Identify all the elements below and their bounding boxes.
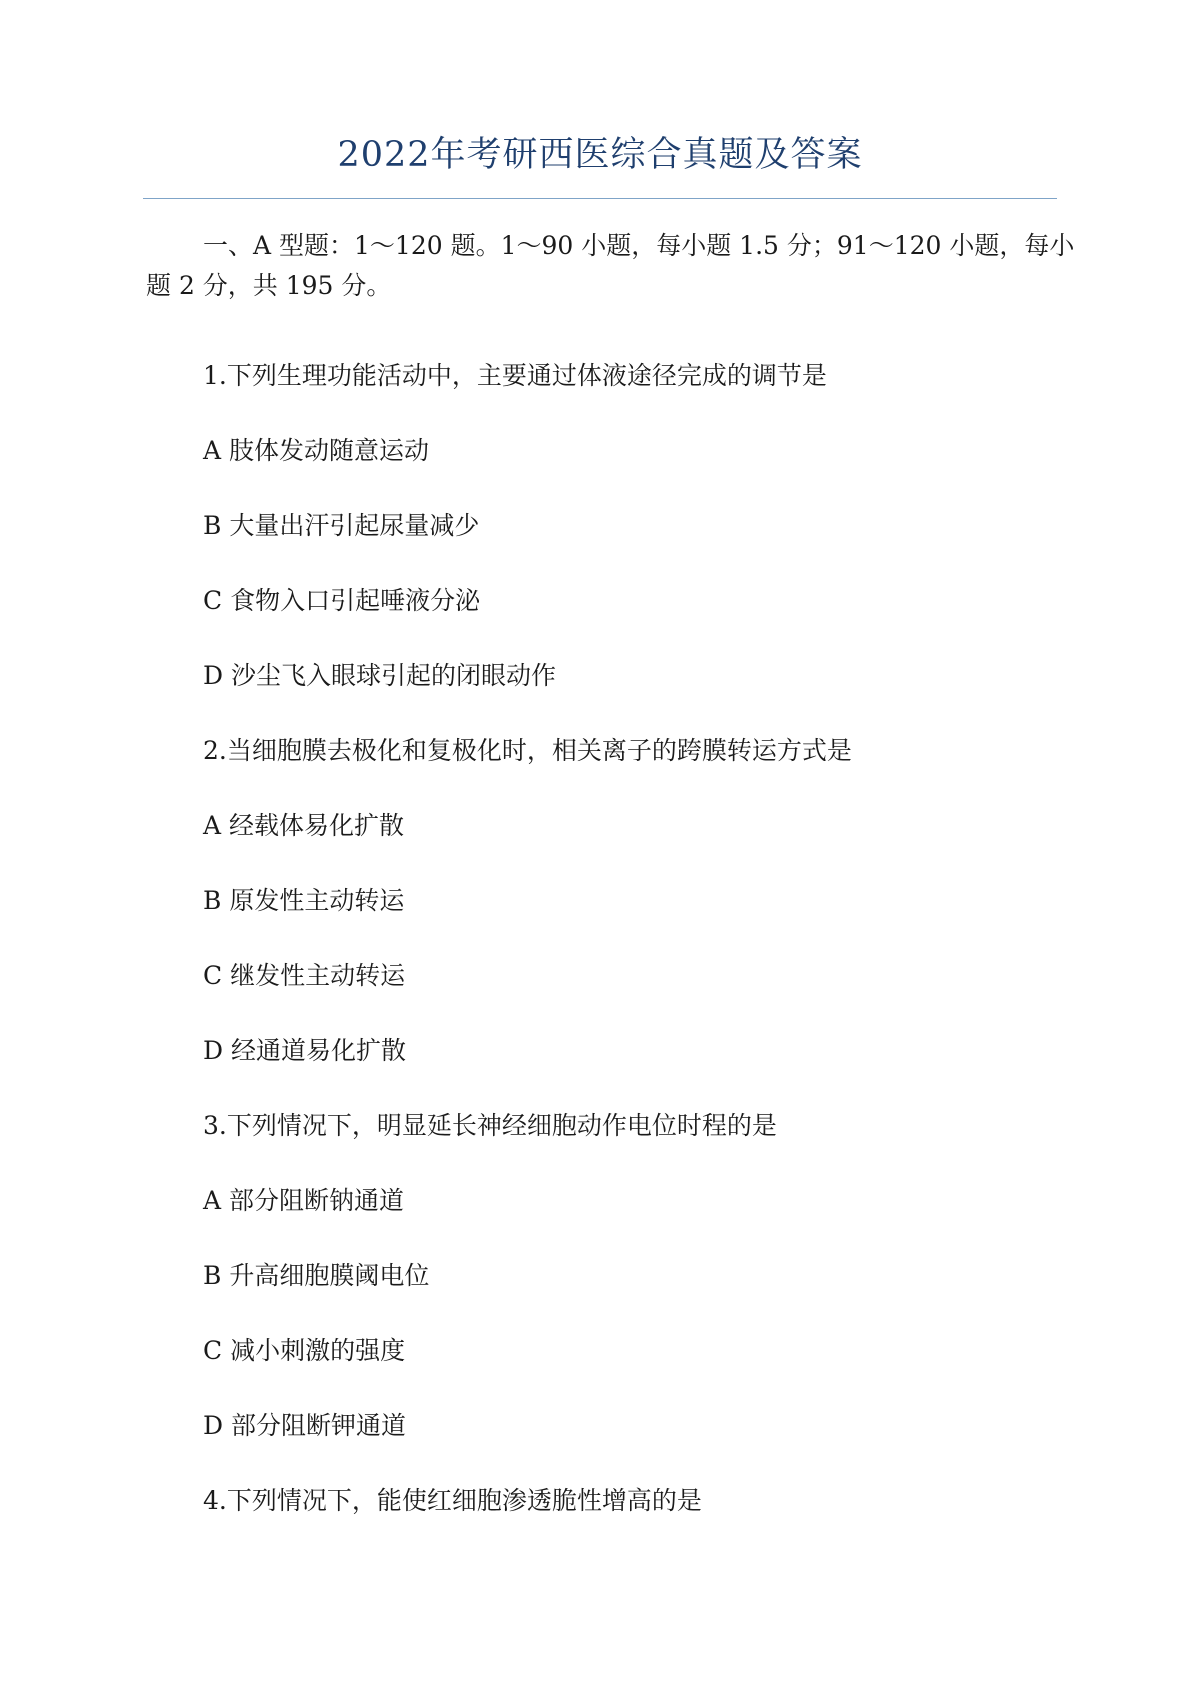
question-2-option-d: D 经通道易化扩散: [203, 1036, 406, 1065]
question-2-option-a: A 经载体易化扩散: [203, 811, 405, 840]
document-title: 2022年考研西医综合真题及答案: [337, 135, 863, 175]
title-divider: [143, 198, 1057, 199]
question-2-option-b: B 原发性主动转运: [203, 886, 405, 915]
question-3-option-a: A 部分阻断钠通道: [203, 1186, 405, 1215]
section-intro: 一、A 型题：1～120 题。1～90 小题，每小题 1.5 分；91～120 小题，每小题 2 分，共 195 分。: [146, 231, 1075, 300]
question-3-option-c: C 减小刺激的强度: [203, 1336, 406, 1365]
question-1-option-b: B 大量出汗引起尿量减少: [203, 511, 480, 540]
question-1-option-c: C 食物入口引起唾液分泌: [203, 586, 481, 615]
question-4-stem: 4.下列情况下，能使红细胞渗透脆性增高的是: [203, 1486, 702, 1515]
question-3-option-d: D 部分阻断钾通道: [203, 1411, 406, 1440]
question-1-option-d: D 沙尘飞入眼球引起的闭眼动作: [203, 661, 556, 690]
question-1-option-a: A 肢体发动随意运动: [203, 436, 430, 465]
question-3-option-b: B 升高细胞膜阈电位: [203, 1261, 430, 1290]
question-3-stem: 3.下列情况下，明显延长神经细胞动作电位时程的是: [203, 1111, 777, 1140]
question-2-option-c: C 继发性主动转运: [203, 961, 406, 990]
question-2-stem: 2.当细胞膜去极化和复极化时，相关离子的跨膜转运方式是: [203, 736, 852, 765]
question-1-stem: 1.下列生理功能活动中，主要通过体液途径完成的调节是: [203, 361, 827, 390]
